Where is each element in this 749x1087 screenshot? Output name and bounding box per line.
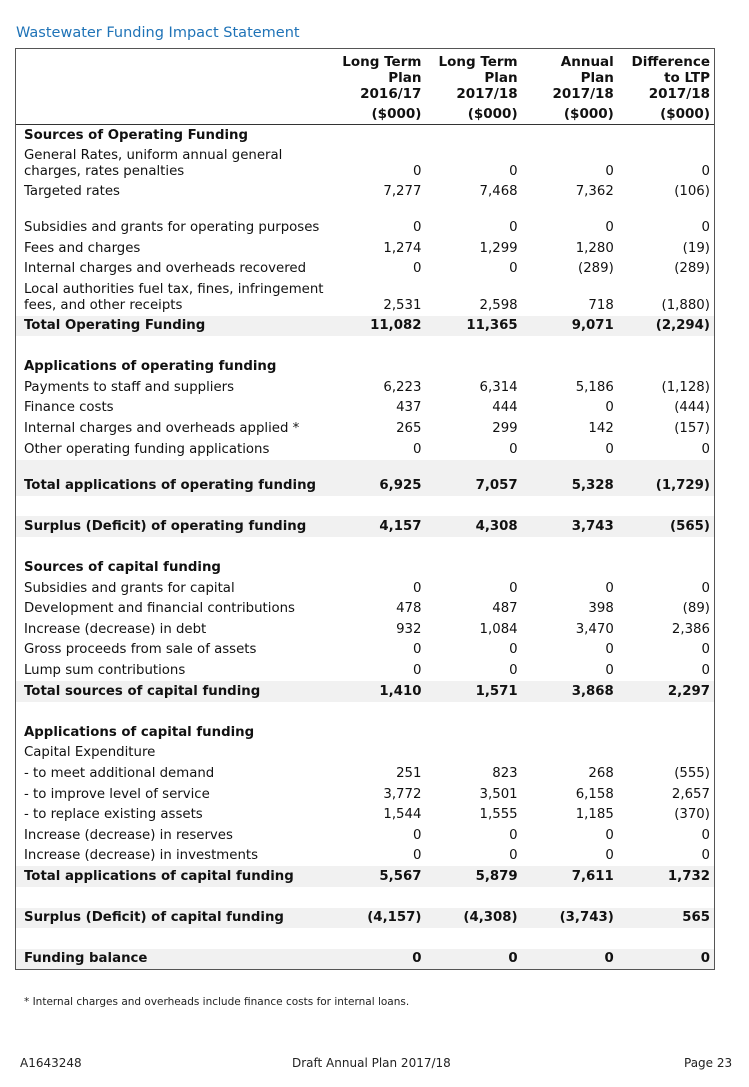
table-row <box>16 825 714 846</box>
header-unit: ($000) <box>371 106 422 122</box>
cell-value: 7,057 <box>475 477 518 493</box>
cell-value: (4,308) <box>463 910 518 926</box>
cell-value: 487 <box>492 601 518 617</box>
cell-value: 265 <box>396 421 422 437</box>
table-row <box>16 259 714 280</box>
total-row <box>16 866 714 887</box>
row-label: Targeted rates <box>24 184 120 200</box>
row-label: Funding balance <box>24 951 148 967</box>
cell-value: 0 <box>508 951 518 967</box>
total-row <box>16 516 714 537</box>
cell-value: 0 <box>509 163 518 179</box>
cell-value: (565) <box>670 518 710 534</box>
cell-value: 0 <box>509 261 518 277</box>
cell-value: 6,925 <box>379 477 422 493</box>
cell-value: (2,294) <box>655 318 710 334</box>
cell-value: 3,470 <box>575 621 614 637</box>
cell-value: 0 <box>701 580 710 596</box>
cell-value: 0 <box>412 441 422 457</box>
cell-value: 4,157 <box>379 518 422 534</box>
section-heading-row <box>16 357 714 378</box>
cell-value: 0 <box>412 951 422 967</box>
table-row <box>16 846 714 867</box>
footer-page-number: Page 23 <box>684 1056 733 1070</box>
table-row <box>16 238 714 259</box>
cell-value: 0 <box>412 220 422 236</box>
spacer-row <box>16 928 714 949</box>
row-label: Other operating funding applications <box>24 441 270 457</box>
cell-value: (4,157) <box>367 910 422 926</box>
cell-value: 0 <box>701 441 710 457</box>
header-unit: ($000) <box>660 106 710 122</box>
footer-doc-id: A1643248 <box>20 1056 82 1070</box>
table-row <box>16 660 714 681</box>
cell-value: 932 <box>396 621 422 637</box>
section-heading-row <box>16 125 714 146</box>
cell-value: 7,611 <box>571 869 614 884</box>
cell-value: 0 <box>412 580 422 596</box>
cell-value: 0 <box>412 163 422 179</box>
total-row <box>16 908 714 929</box>
table-row <box>16 146 714 182</box>
row-label: Local authorities fuel tax, fines, infringement fees, and other receipts <box>24 281 324 313</box>
cell-value: 0 <box>605 163 614 179</box>
row-label: Total sources of capital funding <box>24 683 261 699</box>
table-row <box>16 578 714 599</box>
cell-value: 565 <box>682 910 710 926</box>
spacer-row <box>16 887 714 908</box>
cell-value: 0 <box>701 827 710 843</box>
header-line: Long Term <box>438 54 518 70</box>
header-line: Difference <box>631 54 710 70</box>
cell-value: 6,223 <box>383 379 422 395</box>
funding-impact-table <box>15 48 715 970</box>
cell-value: (444) <box>674 400 710 416</box>
table-row <box>16 640 714 661</box>
header-line: to LTP <box>664 70 710 86</box>
cell-value: (1,128) <box>661 379 710 395</box>
cell-value: 3,501 <box>479 786 518 802</box>
row-label: Increase (decrease) in reserves <box>24 827 233 843</box>
header-line: Plan <box>484 70 518 86</box>
cell-value: 1,555 <box>479 807 518 823</box>
row-label: Applications of capital funding <box>24 724 255 740</box>
cell-value: 0 <box>509 827 518 843</box>
cell-value: 2,386 <box>671 621 710 637</box>
cell-value: 142 <box>588 421 614 437</box>
cell-value: (89) <box>682 601 710 617</box>
row-label: Development and financial contributions <box>24 601 295 617</box>
header-ltp-2016 <box>329 49 425 124</box>
row-label: Total Operating Funding <box>24 318 206 334</box>
row-label: Finance costs <box>24 400 114 416</box>
table-row <box>16 763 714 784</box>
cell-value: 0 <box>509 580 518 596</box>
cell-value: (289) <box>578 261 614 277</box>
spacer-row <box>16 537 714 558</box>
cell-value: 0 <box>701 163 710 179</box>
cell-value: 7,468 <box>479 184 518 200</box>
cell-value: 6,314 <box>479 379 518 395</box>
cell-value: 299 <box>492 421 518 437</box>
header-line: 2017/18 <box>456 86 518 102</box>
table-row <box>16 619 714 640</box>
table-row <box>16 398 714 419</box>
footer-doc-title: Draft Annual Plan 2017/18 <box>292 1056 451 1070</box>
footnote: * Internal charges and overheads include finance costs for internal loans. <box>24 996 410 1008</box>
row-label: Surplus (Deficit) of operating funding <box>24 518 307 534</box>
cell-value: 7,277 <box>383 184 422 200</box>
cell-value: 1,185 <box>575 807 614 823</box>
row-label: Increase (decrease) in debt <box>24 621 207 637</box>
header-annual-plan <box>522 49 618 124</box>
row-label: Fees and charges <box>24 240 141 256</box>
cell-value: (289) <box>674 261 710 277</box>
cell-value: 0 <box>412 848 422 864</box>
cell-value: 6,158 <box>575 786 614 802</box>
cell-value: 1,571 <box>475 683 518 699</box>
header-difference <box>618 49 714 124</box>
row-label: Subsidies and grants for operating purposes <box>24 220 320 236</box>
cell-value: 0 <box>509 663 518 679</box>
section-heading-row <box>16 722 714 743</box>
cell-value: 5,879 <box>475 869 518 884</box>
table-row <box>16 599 714 620</box>
cell-value: 5,567 <box>379 869 422 884</box>
cell-value: 251 <box>396 766 422 782</box>
section-heading-row <box>16 558 714 579</box>
cell-value: 1,410 <box>379 683 422 699</box>
header-line: 2017/18 <box>648 86 710 102</box>
total-row <box>16 316 714 337</box>
cell-value: 0 <box>701 663 710 679</box>
cell-value: 0 <box>605 220 614 236</box>
cell-value: 0 <box>605 642 614 658</box>
row-label: Capital Expenditure <box>24 745 156 761</box>
row-label: - to improve level of service <box>24 786 210 802</box>
cell-value: 268 <box>588 766 614 782</box>
row-label: Internal charges and overheads applied * <box>24 421 300 437</box>
row-label: Surplus (Deficit) of capital funding <box>24 910 284 926</box>
header-line: Plan <box>388 70 422 86</box>
cell-value: 0 <box>605 400 614 416</box>
spacer-row <box>16 702 714 723</box>
cell-value: 0 <box>412 642 422 658</box>
spacer-row <box>16 496 714 517</box>
cell-value: 437 <box>396 400 422 416</box>
page-title: Wastewater Funding Impact Statement <box>16 25 300 41</box>
row-label: Total applications of operating funding <box>24 477 317 493</box>
cell-value: 718 <box>588 297 614 313</box>
cell-value: (370) <box>674 807 710 823</box>
cell-value: 0 <box>605 663 614 679</box>
cell-value: 0 <box>509 642 518 658</box>
cell-value: (555) <box>674 766 710 782</box>
table-row <box>16 784 714 805</box>
cell-value: 0 <box>509 848 518 864</box>
cell-value: (1,880) <box>661 297 710 313</box>
cell-value: 1,544 <box>383 807 422 823</box>
cell-value: 444 <box>492 400 518 416</box>
row-label: Sources of Operating Funding <box>24 127 249 143</box>
cell-value: 11,365 <box>466 318 518 334</box>
table-row <box>16 805 714 826</box>
cell-value: 1,084 <box>479 621 518 637</box>
cell-value: 1,280 <box>575 240 614 256</box>
cell-value: 0 <box>605 827 614 843</box>
row-label: - to replace existing assets <box>24 807 203 823</box>
cell-value: 2,531 <box>383 297 422 313</box>
cell-value: 0 <box>605 848 614 864</box>
row-label: Subsidies and grants for capital <box>24 580 235 596</box>
table-header <box>16 49 714 125</box>
row-label: Payments to staff and suppliers <box>24 379 235 395</box>
cell-value: 11,082 <box>370 318 422 334</box>
cell-value: 0 <box>700 951 710 967</box>
spacer-row <box>16 336 714 357</box>
cell-value: 0 <box>605 580 614 596</box>
total-row <box>16 681 714 702</box>
header-line: 2016/17 <box>360 86 422 102</box>
header-line: Plan <box>580 70 614 86</box>
cell-value: 478 <box>396 601 422 617</box>
cell-value: 0 <box>412 261 422 277</box>
cell-value: 0 <box>604 951 614 967</box>
row-label: Gross proceeds from sale of assets <box>24 642 257 658</box>
header-line: Annual <box>560 54 614 70</box>
total-row <box>16 460 714 496</box>
row-label: Applications of operating funding <box>24 359 277 375</box>
header-unit: ($000) <box>467 106 518 122</box>
cell-value: 1,732 <box>667 869 710 884</box>
cell-value: 3,772 <box>383 786 422 802</box>
cell-value: 5,328 <box>571 477 614 493</box>
table-row <box>16 182 714 203</box>
cell-value: 2,657 <box>671 786 710 802</box>
cell-value: 398 <box>588 601 614 617</box>
cell-value: 2,598 <box>479 297 518 313</box>
cell-value: 0 <box>701 848 710 864</box>
cell-value: (3,743) <box>559 910 614 926</box>
total-row <box>16 949 714 970</box>
cell-value: 3,743 <box>571 518 614 534</box>
header-unit: ($000) <box>563 106 614 122</box>
cell-value: (106) <box>674 184 710 200</box>
row-label: Internal charges and overheads recovered <box>24 261 307 277</box>
cell-value: (157) <box>674 421 710 437</box>
row-label: General Rates, uniform annual general charges, rates penalties <box>24 147 283 179</box>
cell-value: 0 <box>605 441 614 457</box>
cell-value: 5,186 <box>575 379 614 395</box>
cell-value: 0 <box>509 441 518 457</box>
cell-value: 4,308 <box>475 518 518 534</box>
cell-value: (19) <box>682 240 710 256</box>
row-label: Increase (decrease) in investments <box>24 848 259 864</box>
header-line: 2017/18 <box>552 86 614 102</box>
cell-value: (1,729) <box>655 477 710 493</box>
cell-value: 0 <box>701 220 710 236</box>
table-row <box>16 418 714 439</box>
row-label: Total applications of capital funding <box>24 869 294 884</box>
cell-value: 2,297 <box>667 683 710 699</box>
cell-value: 9,071 <box>571 318 614 334</box>
table-row <box>16 743 714 764</box>
cell-value: 1,299 <box>479 240 518 256</box>
table-row <box>16 279 714 315</box>
cell-value: 0 <box>412 827 422 843</box>
cell-value: 1,274 <box>383 240 422 256</box>
cell-value: 7,362 <box>575 184 614 200</box>
table-row <box>16 377 714 398</box>
cell-value: 3,868 <box>571 683 614 699</box>
cell-value: 0 <box>509 220 518 236</box>
cell-value: 0 <box>412 663 422 679</box>
row-label: - to meet additional demand <box>24 766 215 782</box>
cell-value: 823 <box>492 766 518 782</box>
header-ltp-2017 <box>425 49 521 124</box>
table-row <box>16 202 714 238</box>
header-line: Long Term <box>342 54 422 70</box>
row-label: Lump sum contributions <box>24 663 186 679</box>
table-row <box>16 439 714 460</box>
table-body <box>16 125 714 969</box>
cell-value: 0 <box>701 642 710 658</box>
row-label: Sources of capital funding <box>24 560 221 576</box>
